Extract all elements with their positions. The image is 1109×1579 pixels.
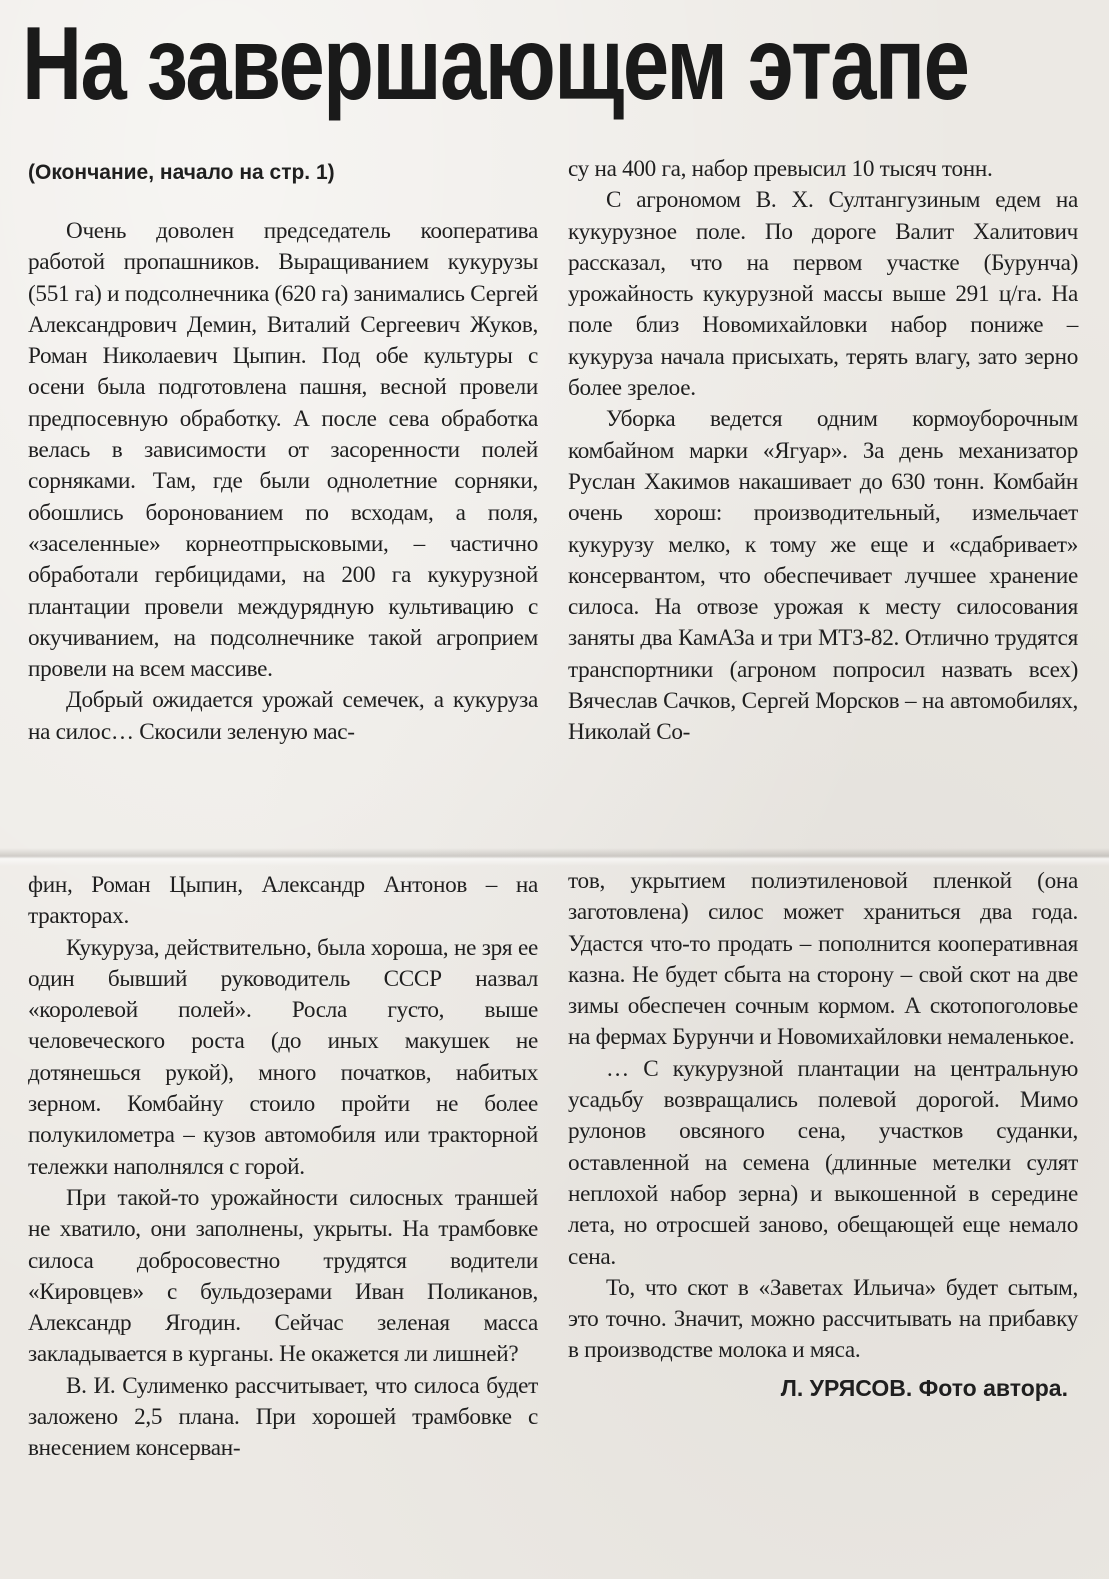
paragraph: Очень доволен председатель кооператива работой пропашников. Выращиванием кукурузы (551 га) и подсолнечника (620 га) занимались Сергей Александрович Демин, Виталий Сергеевич Жуков, Роман Николаевич Цыпин. Под обе культуры с осени была подготовлена пашня, весной провели предпосевную обработку. А после сева обработка велась в зависимости от засоренности полей сорняками. Там, где были однолетние сорняки, обошлись боронованием по всходам, а поля, «заселенные» корнеотпрысковыми, – частично обработали гербицидами, на 200 га кукурузной плантации провели междурядную культивацию с окучиванием, на подсолнечнике такой агроприем провели на всем массиве. [28,218,538,683]
column-2 [568,154,1078,749]
paragraph: су на 400 га, набор превысил 10 тысяч тонн. [568,156,993,182]
paragraph: То, что скот в «Заветах Ильича» будет сытым, это точно. Значит, можно рассчитывать на прибавку в производстве молока и мяса. [568,1274,1078,1364]
paragraph: фин, Роман Цыпин, Александр Антонов – на тракторах. [28,872,538,930]
column-4 [568,866,1078,1404]
paragraph: Уборка ведется одним кормоуборочным комбайном марки «Ягуар». За день механизатор Руслан Хакимов накашивает до 630 тонн. Комбайн очень хорош: производительный, измельчает кукурузу мелко, к тому же еще и «сдабривает» консервантом, что обеспечивает лучшее хранение силоса. На отвозе урожая к месту силосования заняты два КамАЗа и три МТЗ-82. Отлично трудятся транспортники (агроном попросил назвать всех) Вячеслав Сачков, Сергей Морсков – на автомобилях, Николай Со- [568,406,1078,746]
paragraph: С агрономом В. Х. Султангузиным едем на кукурузное поле. По дороге Валит Халитович рассказал, что на первом участке (Бурунча) урожайность кукурузной массы выше 291 ц/га. На поле близ Новомихайловки набор пониже – кукуруза начала присыхать, терять влагу, зато зерно более зрелое. [568,187,1078,402]
paragraph: Добрый ожидается урожай семечек, а кукуруза на силос… Скосили зеленую мас- [28,687,538,745]
article-headline: На завершающем этапе [22,6,969,122]
column-1 [28,158,538,748]
column-3 [28,870,538,1465]
paragraph: Кукуруза, действительно, была хороша, не зря ее один бывший руководитель СССР назвал «королевой полей». Росла густо, выше человеческого роста (до иных макушек не дотянешься рукой), много початков, набитых зерном. Комбайну стоило пройти не более полукилометра – кузов автомобиля или тракторной тележки наполнялся с горой. [28,934,538,1180]
paragraph: тов, укрытием полиэтиленовой пленкой (она заготовлена) силос может храниться два года. Удастся что-то продать – пополнится кооперативная казна. Не будет сбыта на сторону – свой скот на две зимы обеспечен сочным кормом. А скотопоголовье на фермах Бурунчи и Новомихайловки немаленькое. [568,868,1078,1051]
continuation-note: (Окончание, начало на стр. 1) [28,161,335,184]
paper-fold [0,848,1109,866]
paragraph: При такой-то урожайности силосных траншей не хватило, они заполнены, укрыты. На трамбовке силоса добросовестно трудятся водители «Кировцев» с бульдозерами Иван Поликанов, Александр Ягодин. Сейчас зеленая масса закладывается в курганы. Не окажется ли лишней? [28,1184,538,1368]
paragraph: … С кукурузной плантации на центральную усадьбу возвращались полевой дорогой. Мимо рулонов овсяного сена, участков суданки, оставленной на семена (длинные метелки сулят неплохой набор зерна) и выкошенной в середине лета, но отросшей заново, обещающей еще немало сена. [568,1055,1078,1270]
paragraph: В. И. Сулименко рассчитывает, что силоса будет заложено 2,5 плана. При хорошей трамбовке с внесением консерван- [28,1372,538,1462]
author-byline: Л. УРЯСОВ. Фото автора. [780,1374,1068,1401]
